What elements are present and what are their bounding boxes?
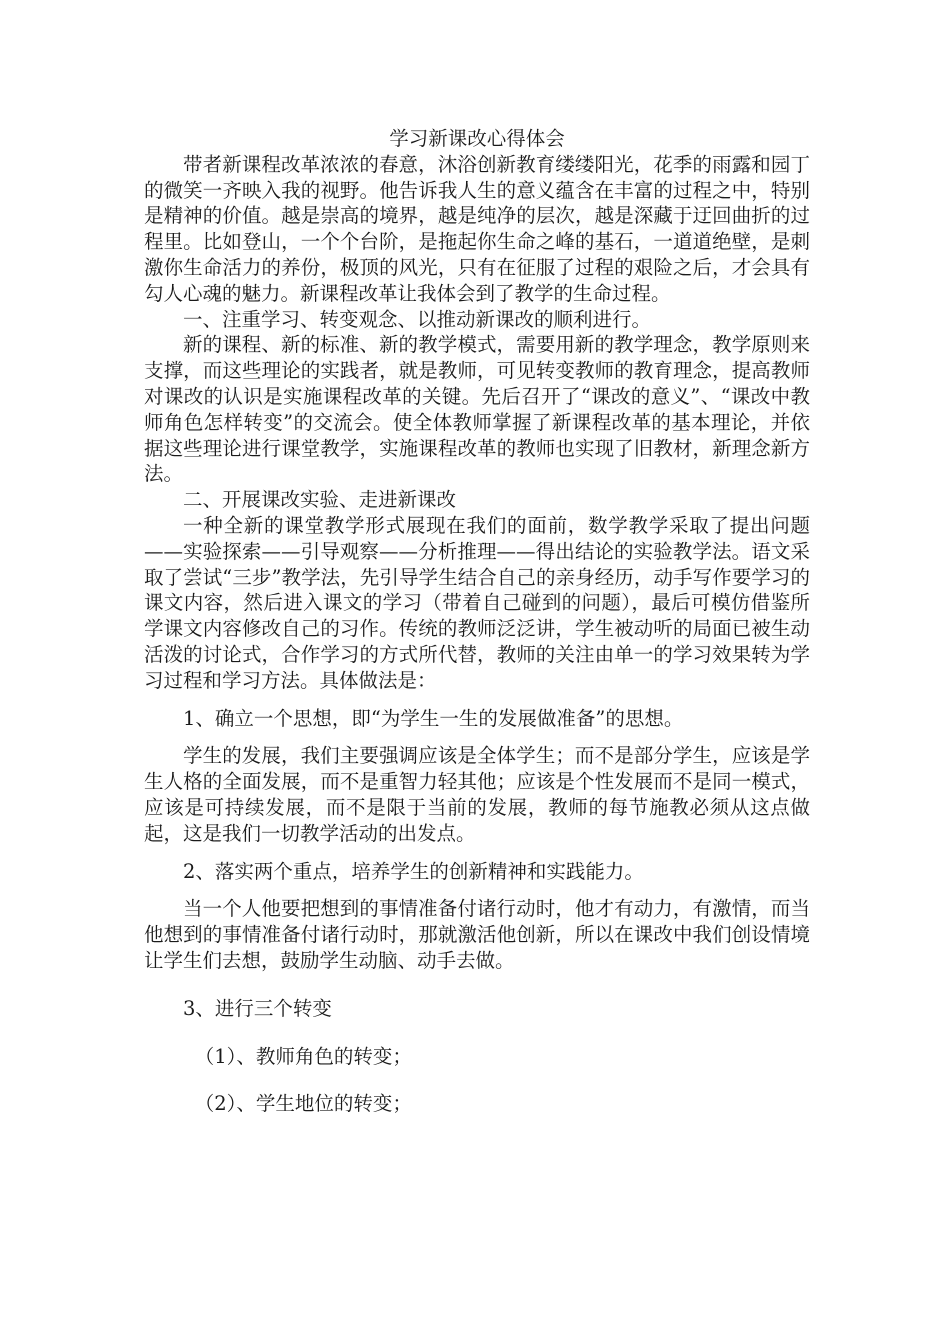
document-title: 学习新课改心得体会	[389, 127, 565, 150]
sub-item-2: （2）、学生地位的转变；	[194, 1092, 412, 1116]
section-heading-1: 一、注重学习、转变观念、以推动新课改的顺利进行。	[183, 307, 652, 331]
list-item-1: 1、确立一个思想，即“为学生一生的发展做准备”的思想。	[183, 706, 684, 730]
paragraph: 一种全新的课堂教学形式展现在我们的面前，数学教学采取了提出问题——实验探索——引导观察——分析推理——得出结论的实验教学法。语文采取了尝试“三步”教学法，先引导学生结合自己的亲身经历，动手写作要学习的课文内容，然后进入课文的学习（带着自己碰到的问题），最后可模仿借鉴所学课文内容修改自己的习作。传统的教师泛泛讲，学生被动听的局面已被生动活泼的讨论式，合作学习的方式所代替，教师的关注由单一的学习效果转为学习过程和学习方法。具体做法是：	[144, 513, 810, 692]
section-heading-2: 二、开展课改实验、走进新课改	[183, 488, 457, 512]
sub-item-1: （1）、教师角色的转变；	[194, 1044, 412, 1068]
paragraph: 学生的发展，我们主要强调应该是全体学生；而不是部分学生，应该是学生人格的全面发展，而不是重智力轻其他；应该是个性发展而不是同一模式，应该是可持续发展，而不是限于当前的发展，教师的每节施教必须从这点做起，这是我们一切教学活动的出发点。	[144, 744, 810, 845]
paragraph-intro: 带者新课程改革浓浓的春意，沐浴创新教育缕缕阳光，花季的雨露和园丁的微笑一齐映入我的视野。他告诉我人生的意义蕴含在丰富的过程之中，特别是精神的价值。越是崇高的境界，越是纯净的层次，越是深藏于迂回曲折的过程里。比如登山，一个个台阶，是拖起你生命之峰的基石，一道道绝壁，是刺激你生命活力的养份，极顶的风光，只有在征服了过程的艰险之后，才会具有勾人心魂的魅力。新课程改革让我体会到了教学的生命过程。	[144, 152, 810, 305]
paragraph: 新的课程、新的标准、新的教学模式，需要用新的教学理念，教学原则来支撑，而这些理论的实践者，就是教师，可见转变教师的教育理念，提高教师对课改的认识是实施课程改革的关键。先后召开了“课改的意义”、“课改中教师角色怎样转变”的交流会。使全体教师掌握了新课程改革的基本理论，并依据这些理论进行课堂教学，实施课程改革的教师也实现了旧教材，新理念新方法。	[144, 333, 810, 486]
list-item-2: 2、落实两个重点，培养学生的创新精神和实践能力。	[183, 859, 644, 883]
paragraph: 当一个人他要把想到的事情准备付诸行动时，他才有动力，有激情，而当他想到的事情准备付诸行动时，那就激活他创新，所以在课改中我们创设情境让学生们去想，鼓励学生动脑、动手去做。	[144, 897, 810, 972]
document-body	[144, 126, 810, 1117]
list-item-3: 3、进行三个转变	[183, 996, 332, 1020]
